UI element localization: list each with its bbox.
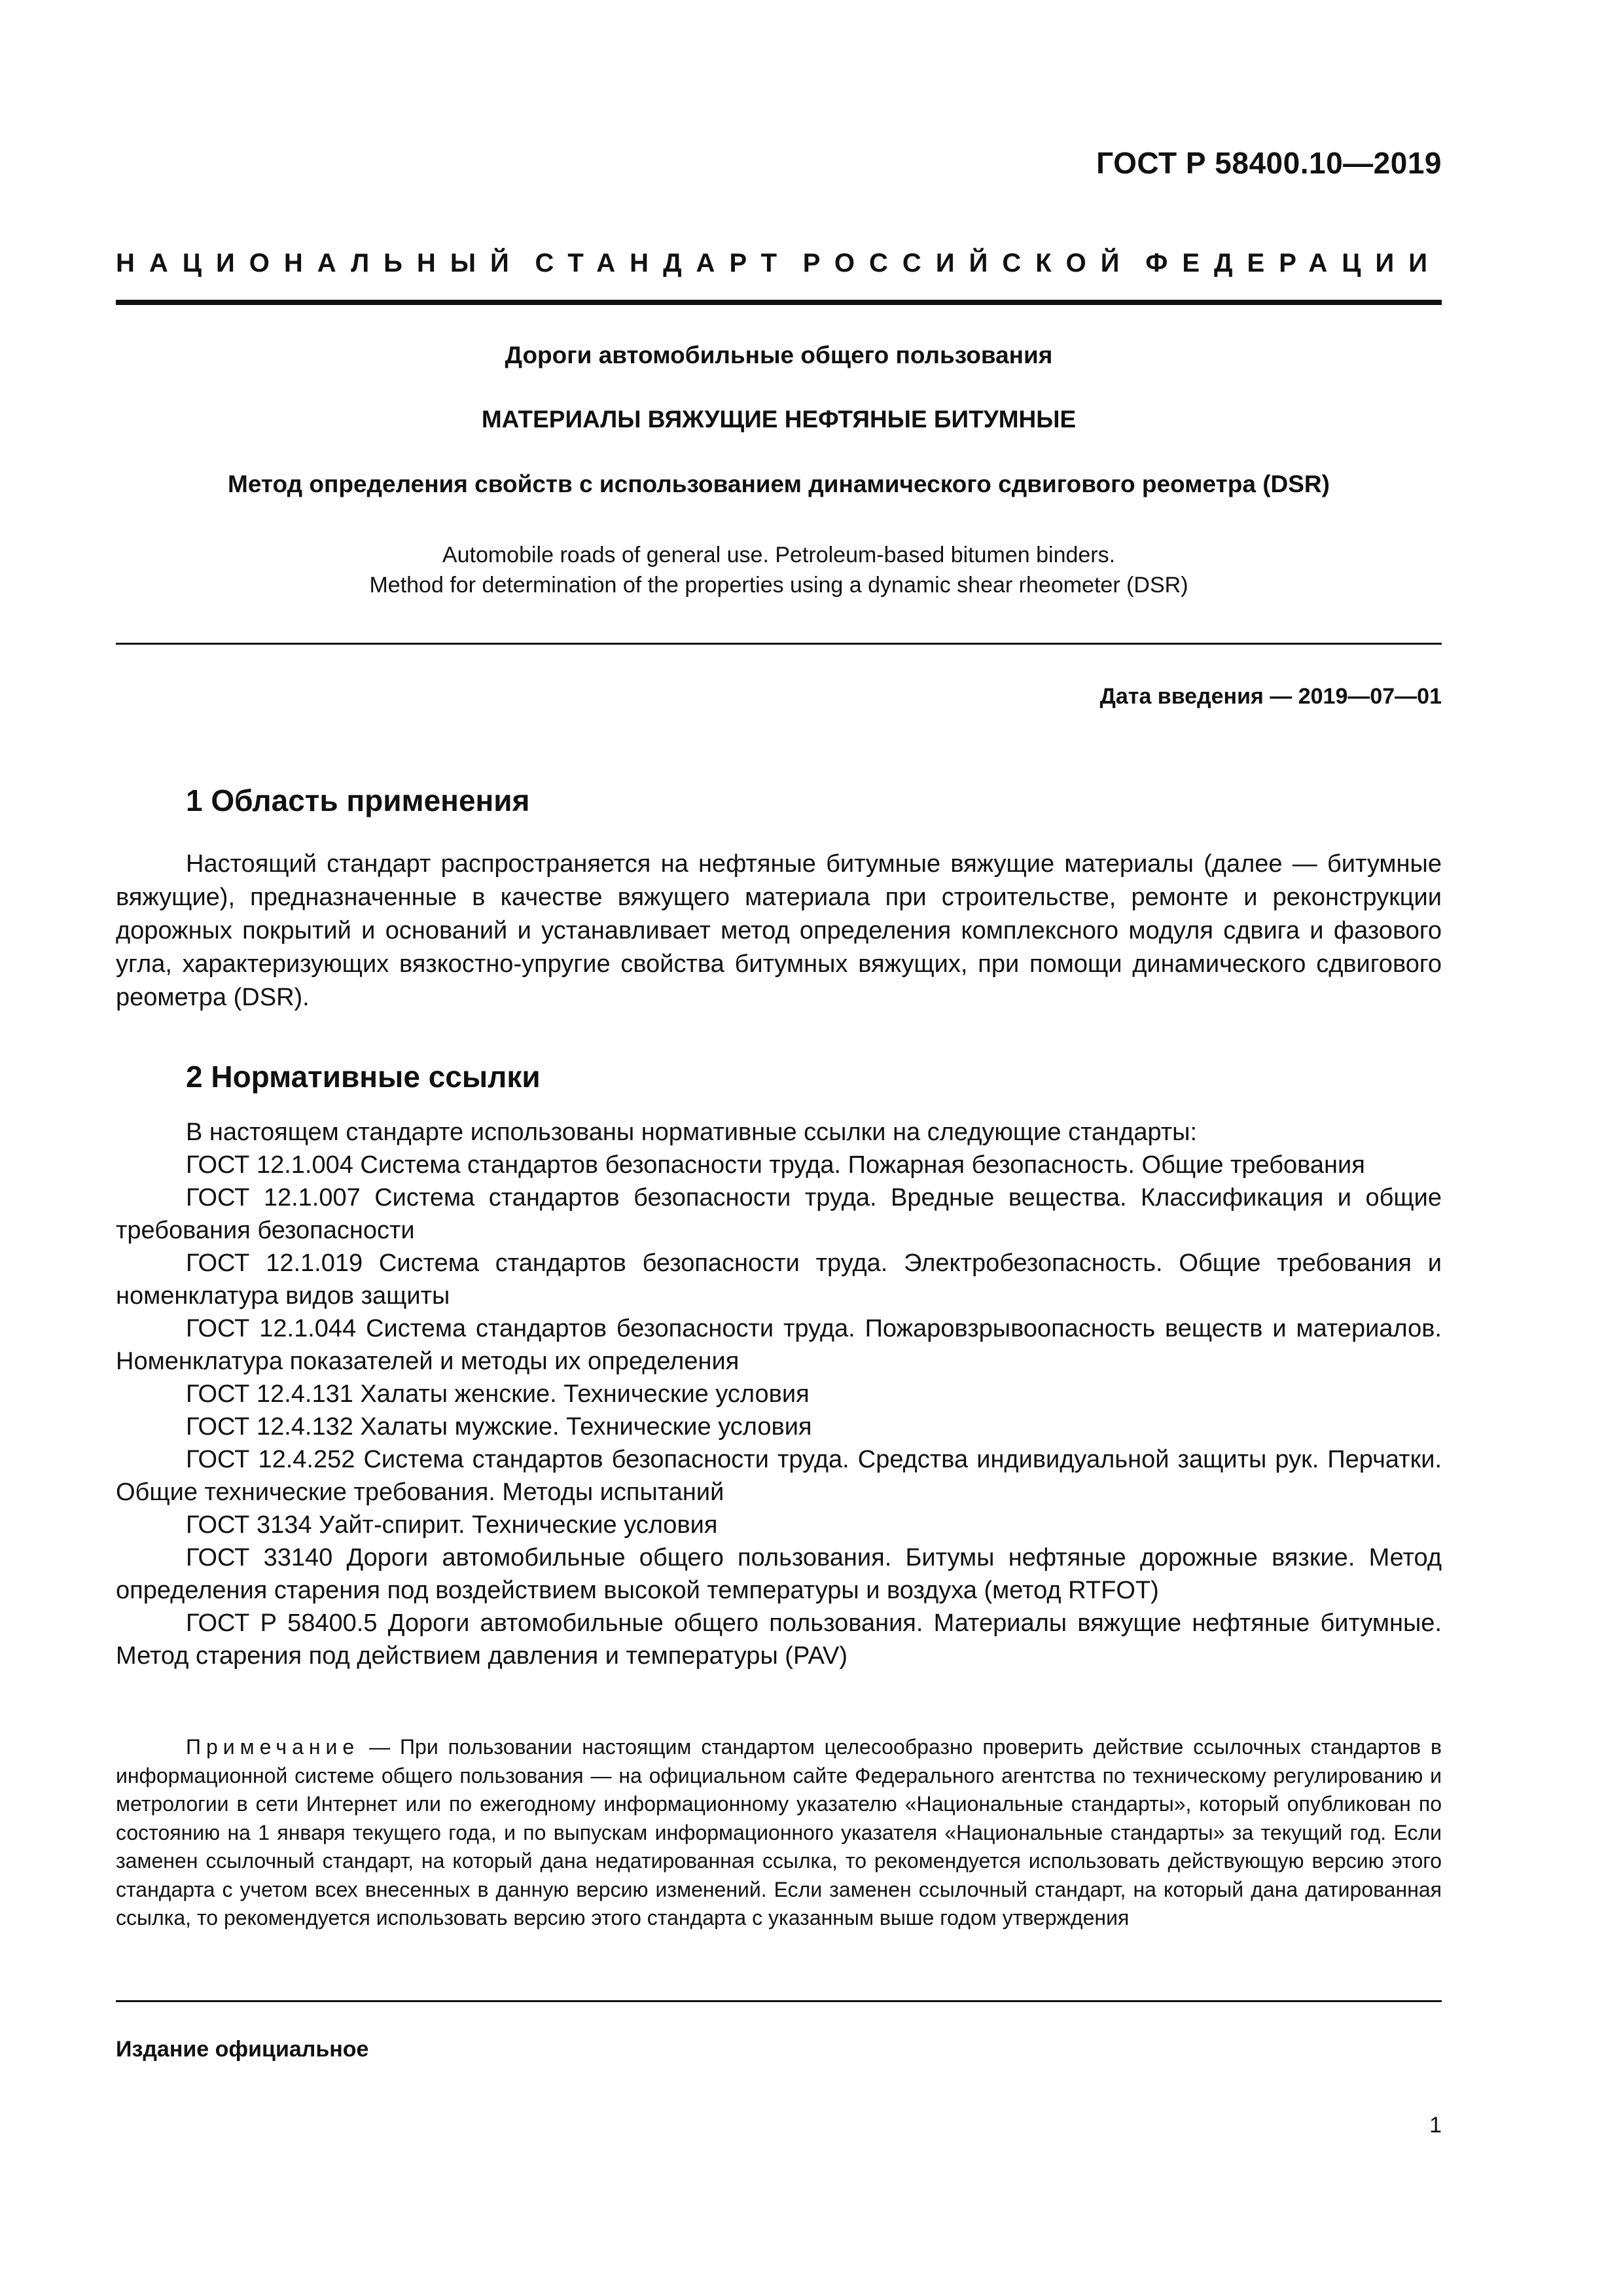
reference-item: ГОСТ 12.4.132 Халаты мужские. Технические условия <box>186 1413 812 1441</box>
reference-item: ГОСТ 12.4.131 Халаты женские. Технические условия <box>186 1380 810 1408</box>
english-title <box>116 540 1442 600</box>
english-title-line-2: Method for determination of the properties using a dynamic shear rheometer (DSR) <box>369 573 1188 598</box>
section-1-text: Настоящий стандарт распространяется на нефтяные битумные вяжущие материалы (далее — битумные вяжущие), предназначенные в качестве вяжущего материала при строительстве, ремонте и реконструкции дорожных покрытий и оснований и устанавливает метод определения комплексного модуля сдвига и фазового угла, характеризующих вязкостно-упругие свойства битумных вяжущих, при помощи динамического сдвигового реометра (DSR). <box>116 850 1442 1011</box>
page-number: 1 <box>1429 2113 1442 2138</box>
banner-word: СТАНДАРТ <box>535 249 792 278</box>
reference-item: ГОСТ 12.1.019 Система стандартов безопасности труда. Электробезопасность. Общие требования и номенклатура видов защиты <box>116 1249 1442 1310</box>
reference-item: ГОСТ 3134 Уайт-спирит. Технические условия <box>186 1511 718 1539</box>
section-1-heading: 1 Область применения <box>186 783 530 817</box>
reference-item: ГОСТ 12.1.007 Система стандартов безопасности труда. Вредные вещества. Классификация и общие требования безопасности <box>116 1184 1442 1244</box>
reference-item: ГОСТ 12.1.004 Система стандартов безопасности труда. Пожарная безопасность. Общие требования <box>186 1151 1365 1179</box>
title-line-1: Дороги автомобильные общего пользования <box>505 342 1053 368</box>
reference-note <box>116 1733 1442 1933</box>
note-text: — При пользовании настоящим стандартом целесообразно проверить действие ссылочных стандартов в информационной системе общего пользования — на официальном сайте Федерального агентства по техническому регулированию и метрологии в сети Интернет или по ежегодному информационному указателю «Национальные стандарты», который опубликован по состоянию на 1 января текущего года, и по выпускам информационного указателя «Национальные стандарты» за текущий год. Если заменен ссылочный стандарт, на который дана недатированная ссылка, то рекомендуется использовать действующую версию этого стандарта с учетом всех внесенных в данную версию изменений. Если заменен ссылочный стандарт, на который дана датированная ссылка, то рекомендуется использовать версию этого стандарта с указанным выше годом утверждения <box>116 1735 1442 1929</box>
footer-rule <box>116 2000 1442 2002</box>
normative-references <box>116 1116 1442 1672</box>
section-2-heading: 2 Нормативные ссылки <box>186 1060 541 1094</box>
banner-word: РОССИЙСКОЙ <box>802 249 1134 278</box>
title-line-2: МАТЕРИАЛЫ ВЯЖУЩИЕ НЕФТЯНЫЕ БИТУМНЫЕ <box>481 406 1077 433</box>
reference-item: ГОСТ 12.1.044 Система стандартов безопасности труда. Пожаровзрывоопасность веществ и материалов. Номенклатура показателей и методы их определения <box>116 1315 1442 1375</box>
official-edition-label: Издание официальное <box>116 2037 369 2062</box>
document-code: ГОСТ Р 58400.10—2019 <box>1096 146 1442 180</box>
banner-word: ФЕДЕРАЦИИ <box>1145 249 1442 278</box>
title-line-3: Метод определения свойств с использованием динамического сдвигового реометра (DSR) <box>228 471 1330 497</box>
references-intro: В настоящем стандарте использованы нормативные ссылки на следующие стандарты: <box>186 1119 1198 1146</box>
note-label: Примечание <box>186 1735 360 1759</box>
banner-word: НАЦИОНАЛЬНЫЙ <box>116 249 524 278</box>
reference-item: ГОСТ Р 58400.5 Дороги автомобильные общего пользования. Материалы вяжущие нефтяные битумные. Метод старения под действием давления и температуры (PAV) <box>116 1609 1442 1670</box>
national-standard-banner <box>116 249 1442 278</box>
title-rule <box>116 643 1442 645</box>
introduction-date: Дата введения — 2019—07—01 <box>1099 684 1442 709</box>
reference-item: ГОСТ 33140 Дороги автомобильные общего пользования. Битумы нефтяные дорожные вязкие. Метод определения старения под воздействием высокой температуры и воздуха (метод RTFOT) <box>116 1544 1442 1604</box>
reference-item: ГОСТ 12.4.252 Система стандартов безопасности труда. Средства индивидуальной защиты рук. Перчатки. Общие технические требования. Методы испытаний <box>116 1446 1442 1506</box>
english-title-line-1: Automobile roads of general use. Petroleum-based bitumen binders. <box>442 543 1116 567</box>
header-rule <box>116 300 1442 305</box>
